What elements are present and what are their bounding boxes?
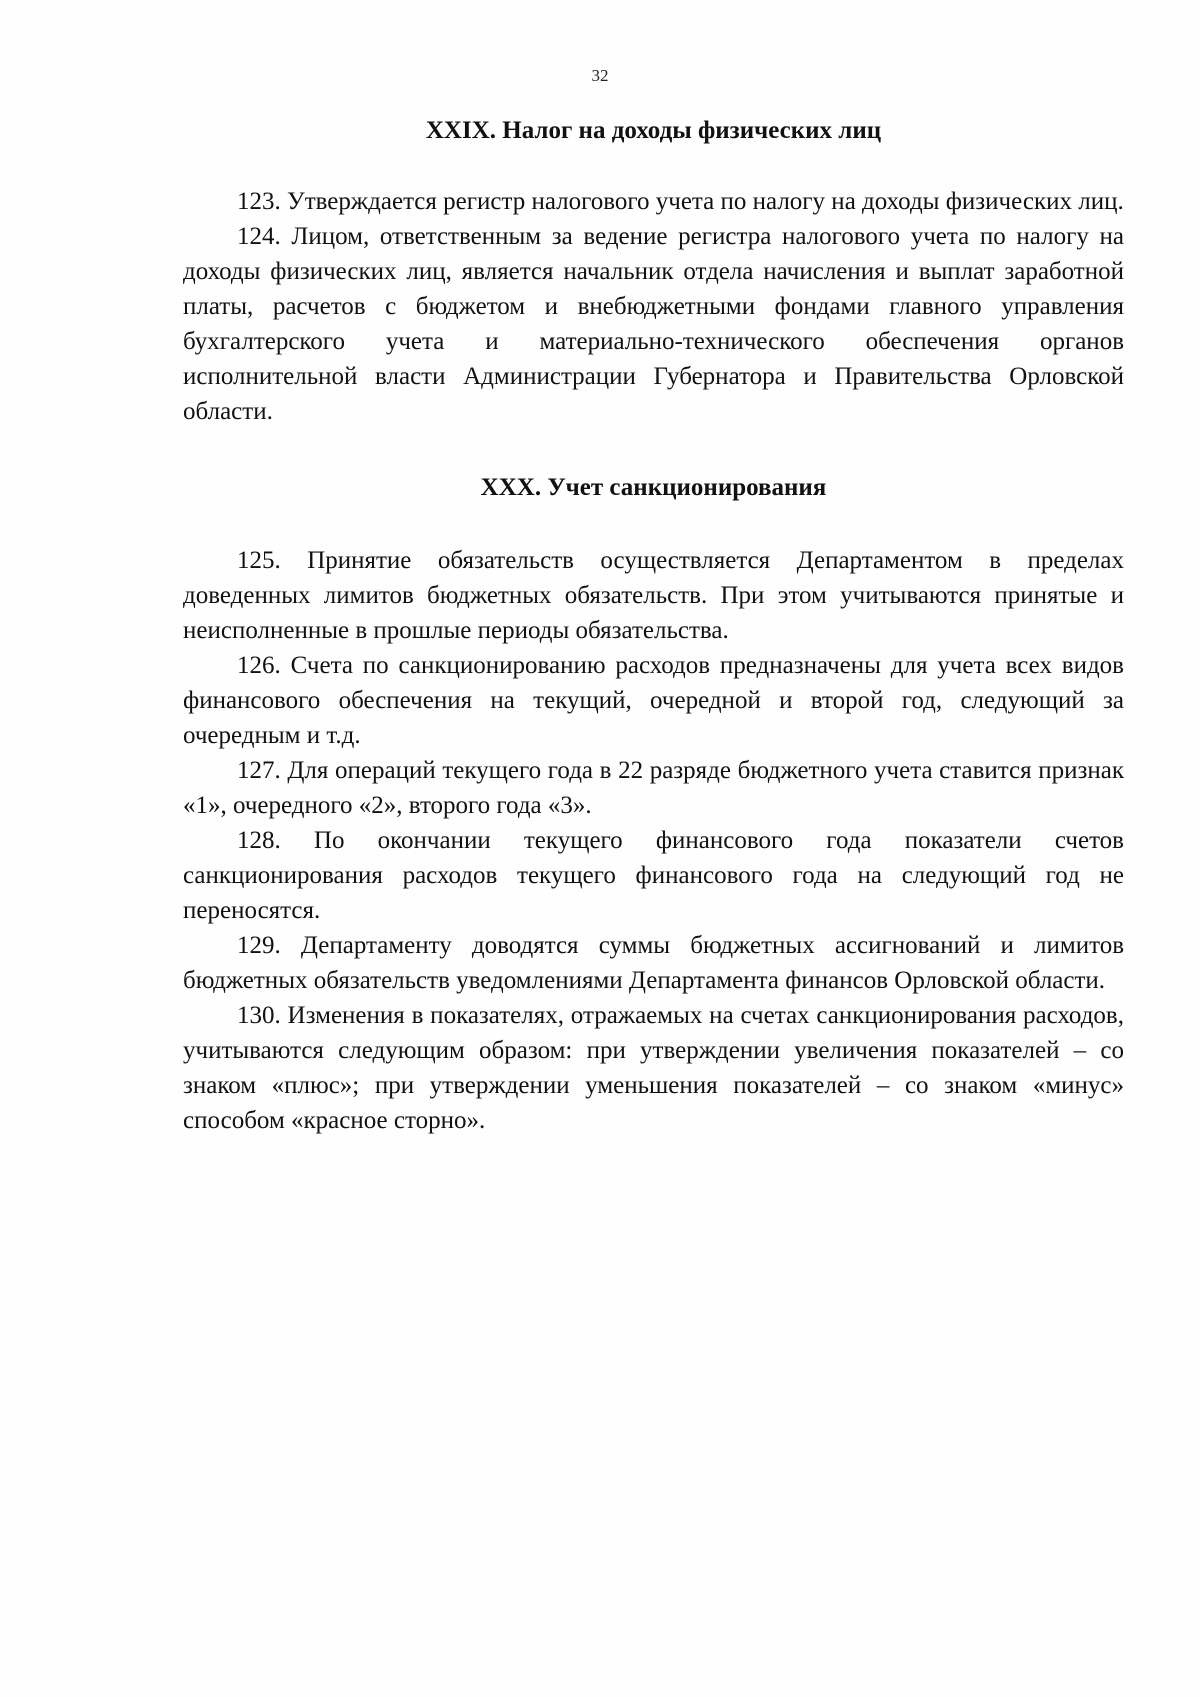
- paragraph-124: 124. Лицом, ответственным за ведение регистра налогового учета по налогу на доходы физических лиц, является начальник отдела начисления и выплат заработной платы, расчетов с бюджетом и внебюджетными фондами главного управления бухгалтерского учета и материально-технического обеспечения органов исполнительной власти Администрации Губернатора и Правительства Орловской области.: [183, 223, 1124, 425]
- paragraph-127: 127. Для операций текущего года в 22 разряде бюджетного учета ставится признак «1», очередного «2», второго года «3».: [183, 757, 1124, 819]
- paragraph-130: 130. Изменения в показателях, отражаемых на счетах санкционирования расходов, учитываются следующим образом: при утверждении увеличения показателей – со знаком «плюс»; при утверждении уменьшения показателей – со знаком «минус» способом «красное сторно».: [183, 1002, 1124, 1134]
- section-heading-xxix: XXIX. Налог на доходы физических лиц: [425, 117, 882, 144]
- section-heading-xxx: XXX. Учет санкционирования: [480, 474, 827, 501]
- paragraph-125: 125. Принятие обязательств осуществляется Департаментом в пределах доведенных лимитов бюджетных обязательств. При этом учитываются принятые и неисполненные в прошлые периоды обязательства.: [183, 547, 1124, 644]
- page-number: 32: [591, 66, 609, 85]
- document-body: [183, 114, 1124, 1138]
- paragraph-128: 128. По окончании текущего финансового года показатели счетов санкционирования расходов текущего финансового года на следующий год не переносятся.: [183, 827, 1124, 924]
- paragraph-123: 123. Утверждается регистр налогового учета по налогу на доходы физических лиц.: [237, 188, 1124, 215]
- paragraph-126: 126. Счета по санкционированию расходов предназначены для учета всех видов финансового обеспечения на текущий, очередной и второй год, следующий за очередным и т.д.: [183, 652, 1124, 749]
- paragraph-129: 129. Департаменту доводятся суммы бюджетных ассигнований и лимитов бюджетных обязательств уведомлениями Департамента финансов Орловской области.: [183, 932, 1124, 994]
